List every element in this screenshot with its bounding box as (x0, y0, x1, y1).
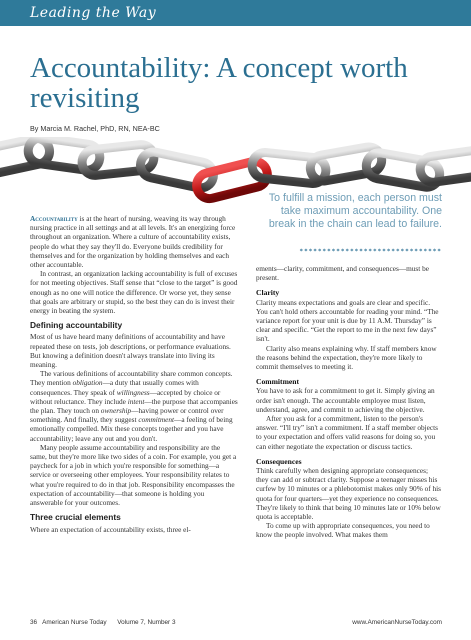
subheading-clarity: Clarity (256, 288, 280, 298)
paragraph: The various definitions of accountability share common concepts. They mention obligation—a duty that usually comes with consequences. They speak of willingness—accepted by choice or without reluctance. They include intent—the purpose that accompanies the plan. They touch on ownership—having power or control over something. And finally, they suggest commitment—a feeling of being emotionally compelled. Mix these concepts together and you have accountability; leave any out and you don't. (30, 369, 238, 443)
paragraph: Most of us have heard many definitions of accountability and have repeated these on tests, job descriptions, or performance evaluations. But knowing a definition doesn't always translate into living its meaning. (30, 332, 231, 370)
paragraph: Clarity also means explaining why. If staff members know the reasons behind the expectation, they're more likely to commit themselves to meeting it. (256, 343, 437, 372)
article-title: Accountability: A concept worth revisiting (30, 52, 408, 114)
section-heading: Defining accountability (30, 320, 123, 331)
paragraph: Accountability is at the heart of nursing, weaving its way through nursing practice in all settings and at all levels. It's an energizing force throughout an organization. Where a culture of accountability exists, people do what they say they'll do. Everyone builds credibility for themselves and for the organization by holding themselves and each other accountable. (30, 214, 236, 270)
column-left (30, 214, 238, 534)
paragraph: ements—clarity, commitment, and consequences—must be present. (256, 264, 429, 283)
footer-website: www.AmericanNurseToday.com (352, 619, 442, 626)
paragraph: To come up with appropriate consequences, you need to know the people involved. What makes them (256, 521, 430, 540)
footer-page-info: 36 American Nurse Today Volume 7, Number 3 (30, 619, 176, 626)
byline: By Marcia M. Rachel, PhD, RN, NEA-BC (30, 124, 160, 133)
paragraph: Where an expectation of accountability exists, three el- (30, 524, 191, 534)
section-label: Leading the Way (30, 5, 157, 21)
column-right (256, 264, 442, 540)
subheading-commitment: Commitment (256, 377, 300, 387)
paragraph: In contrast, an organization lacking accountability is full of excuses for not meeting objectives. Staff sense that “close to the target” is good enough as no one will notice the difference. Or worse yet, they sense that goals are arbitrary or stupid, so the best they can do is invest their energy in beating the system. (30, 269, 238, 316)
pull-quote: To fulfill a mission, each person must take maximum accountability. One break in the chain can lead to failure. (268, 192, 442, 230)
paragraph: After you ask for a commitment, listen to the person's answer. “I'll try” isn't a commitment. If a staff member objects to your expectation and offers valid reasons for doing so, you can either negotiate the expectation or discuss tactics. (256, 414, 439, 451)
paragraph: Think carefully when designing appropriate consequences; they can add or subtract clarity. Suppose a teenager misses his curfew by 10 minutes or a phlebotomist makes only 90% of his quota for four quarters—yet they experience no consequences. They're likely to think that being 10 minutes late or 10% below quota is acceptable. (256, 466, 442, 522)
lead-word: Accountability (30, 214, 78, 223)
page-footer (30, 619, 442, 626)
section-banner (0, 0, 471, 26)
section-heading: Three crucial elements (30, 512, 121, 523)
paragraph: Many people assume accountability and responsibility are the same, but they're more like two sides of a coin. For example, you get a paycheck for a job in which you're responsible for something—a service or overseeing other employees. Your responsibility relates to what you're required to do in that job. Responsibility encompasses the expectation of accountability—that someone is holding you answerable for your outcomes. (30, 442, 237, 508)
paragraph: You have to ask for a commitment to get it. Simply giving an order isn't enough. The accountable employee must listen, understand, agree, and commit to achieving the objective. (256, 386, 435, 414)
pull-quote-divider (299, 248, 442, 252)
paragraph: Clarity means expectations and goals are clear and specific. You can't hold others accountable for reading your mind. “The variance report for your unit is due by 11 A.M. Thursday” is clear and specific. “Get the report to me in the next few days” isn't. (256, 297, 439, 344)
subheading-consequences: Consequences (256, 456, 302, 466)
